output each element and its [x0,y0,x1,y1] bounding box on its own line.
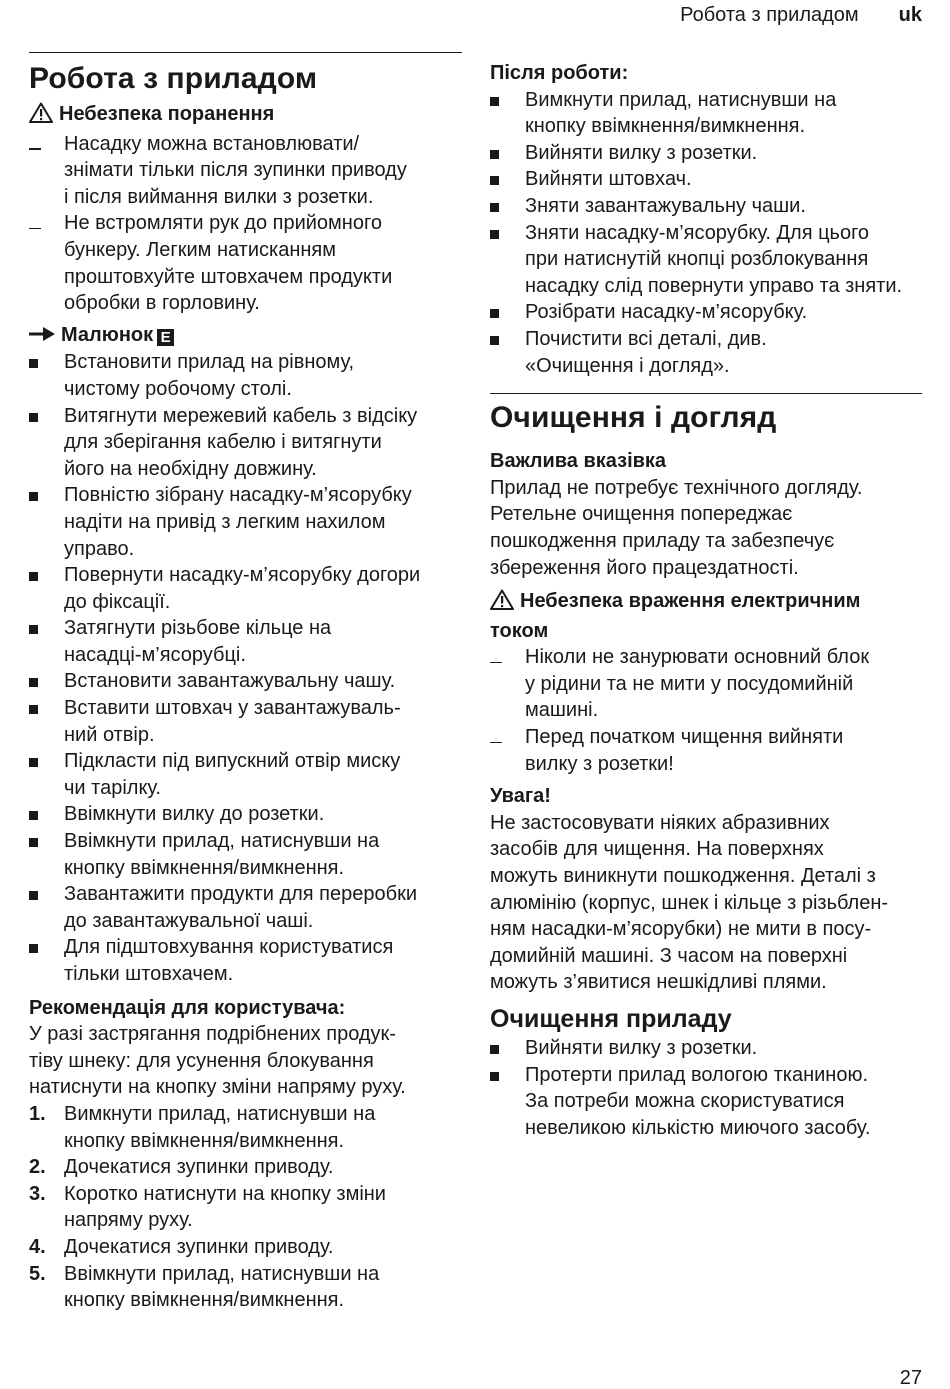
dash-marker [490,742,502,744]
text-line: засобів для чищення. На поверхнях [490,838,824,861]
text-line: Завантажити продукти для переробки [64,883,417,906]
text-line: Прилад не потребує технічного догляду. [490,476,863,499]
square-bullet-icon [29,838,38,847]
text-line: Коротко натиснути на кнопку зміни [64,1182,386,1205]
text-line: Встановити завантажувальну чашу. [64,670,396,693]
list-item [29,668,462,695]
list-item [490,1035,922,1062]
dash-marker [490,662,502,664]
text-line: Вийняти вилку з розетки. [525,1037,758,1059]
square-bullet-icon [29,572,38,581]
list-item [490,140,922,167]
list-item [490,87,922,140]
text-line: тільки штовхачем. [64,963,234,985]
section-title: Робота з приладом [29,62,318,95]
text-line: вилку з розетки! [525,752,674,775]
text-line: у рідини та не мити у посудомийній [525,672,854,695]
list-item [29,828,462,881]
text-line: домийній машині. З часом на поверхні [490,944,848,967]
page-number: 27 [899,1367,922,1389]
square-bullet-icon [29,359,38,368]
text-line: Вийняти вилку з розетки. [525,141,758,164]
text-line: Не встромляти рук до прийомного [64,212,382,235]
text-line: Небезпека враження електричним [520,590,861,613]
left-column [29,52,462,1314]
important-title: Важлива вказівка [490,450,667,473]
warning-heading [29,101,462,131]
cleaning-list [490,1035,922,1141]
recommendation-text [29,1021,462,1101]
text-line: Затягнути різьбове кільце на [64,617,332,640]
list-item [29,881,462,934]
square-bullet-icon [490,176,499,185]
step-number: 3. [29,1182,46,1205]
text-line: Для підштовхування користуватися [64,936,394,959]
after-work-title: Після роботи: [490,62,629,84]
dash-marker [29,148,41,150]
step-number: 2. [29,1156,46,1179]
list-item [29,695,462,748]
numbered-item [29,1261,462,1314]
square-bullet-icon [490,1045,499,1054]
square-bullet-icon [29,944,38,953]
square-bullet-icon [490,150,499,159]
text-line: Ретельне очищення попереджає [490,503,793,526]
list-item [29,562,462,615]
header-language-code: uk [898,4,922,26]
square-bullet-icon [490,97,499,106]
figure-label: Малюнок [61,323,154,346]
warning-item [29,131,462,211]
text-line: насадці-м’ясорубці. [64,643,246,666]
text-line: пошкодження приладу та забезпечує [490,529,835,552]
text-line: невеликою кількістю миючого засобу. [525,1116,871,1139]
text-line: Дочекатися зупинки приводу. [64,1156,334,1179]
warning-triangle-icon [29,102,53,131]
arrow-right-icon [29,323,55,350]
important-text [490,475,922,581]
dash-marker [29,228,41,230]
text-line: напряму руху. [64,1209,193,1232]
text-line: для зберігання кабелю і витягнути [64,431,382,454]
list-item [29,403,462,483]
list-item [490,326,922,379]
text-line: «Очищення і догляд». [525,354,730,377]
warning-item [490,644,922,724]
text-line: Зняти насадку-м’ясорубку. Для цього [525,221,870,244]
warning-list [29,131,462,317]
text-line: Ввімкнути вилку до розетки. [64,803,325,826]
text-line: ням насадки-м’ясорубки) не мити в посу- [490,918,872,941]
text-line: кнопку ввімкнення/вимкнення. [64,856,345,879]
list-item [490,1062,922,1142]
list-item [29,801,462,828]
square-bullet-icon [490,1072,499,1081]
text-line: Перед початком чищення вийняти [525,726,844,749]
warning-item [29,210,462,316]
numbered-item [29,1181,462,1234]
text-line: Протерти прилад вологою тканиною. [525,1063,869,1086]
section-rule [490,393,922,394]
text-line: Насадку можна встановлювати/ [64,132,360,155]
numbered-item [29,1101,462,1154]
section-rule [29,52,462,53]
list-item [29,934,462,987]
text-line: машині. [525,699,599,722]
text-line: Почистити всі деталі, див. [525,327,767,350]
square-bullet-icon [29,492,38,501]
cleaning-subtitle: Очищення приладу [490,1005,732,1033]
list-item [490,220,922,300]
text-line: алюмінію (корпус, шнек і кільце з різьблен- [490,891,889,914]
recommendation-title: Рекомендація для користувача: [29,996,346,1019]
header-section-title: Робота з приладом [680,4,859,26]
text-line: проштовхуйте штовхачем продукти [64,265,393,288]
warning-title: Небезпека поранення [59,103,275,125]
text-line: бункеру. Легким натисканням [64,238,336,261]
shock-warning-heading [490,588,922,644]
steps-list [29,349,462,987]
step-number: 4. [29,1235,46,1258]
text-line: тіву шнеку: для усунення блокування [29,1049,374,1072]
text-line: його на необхідну довжину. [64,457,317,480]
text-line: Ніколи не занурювати основний блок [525,646,870,669]
text-line: Зняти завантажувальну чаши. [525,194,806,217]
square-bullet-icon [29,891,38,900]
text-line: кнопку ввімкнення/вимкнення. [64,1289,345,1312]
text-line: Вимкнути прилад, натиснувши на [64,1102,376,1125]
text-line: Витягнути мережевий кабель з відсіку [64,404,418,427]
text-line: чи тарілку. [64,776,161,799]
text-line: кнопку ввімкнення/вимкнення. [525,115,806,138]
square-bullet-icon [29,678,38,687]
text-line: Повернути насадку-м’ясорубку догори [64,564,421,587]
figure-reference [29,322,462,350]
text-line: Ввімкнути прилад, натиснувши на [64,830,380,853]
warning-item [490,724,922,777]
list-item [490,299,922,326]
square-bullet-icon [29,811,38,820]
list-item [490,193,922,220]
square-bullet-icon [490,309,499,318]
text-line: У разі застрягання подрібнених продук- [29,1023,396,1046]
shock-warning-list [490,644,922,777]
list-item [490,166,922,193]
text-line: током [490,619,549,642]
text-line: За потреби можна скористуватися [525,1090,845,1113]
list-item [29,482,462,562]
warning-triangle-icon [490,589,514,618]
after-work-list [490,87,922,380]
text-line: і після виймання вилки з розетки. [64,185,374,208]
caution-text [490,810,922,996]
list-item [29,748,462,801]
text-line: Вимкнути прилад, натиснувши на [525,88,837,111]
text-line: до фіксації. [64,590,171,613]
caution-title: Увага! [490,785,551,808]
numbered-steps [29,1101,462,1314]
text-line: обробки в горловину. [64,292,260,315]
text-line: збереження його працездатності. [490,556,799,579]
step-number: 1. [29,1102,46,1125]
text-line: ний отвір. [64,723,155,746]
square-bullet-icon [29,413,38,422]
text-line: управо. [64,537,135,560]
text-line: Вийняти штовхач. [525,168,692,191]
care-section-title: Очищення і догляд [490,401,777,435]
square-bullet-icon [490,336,499,345]
figure-letter-badge: E [157,329,174,346]
text-line: Повністю зібрану насадку-м’ясорубку [64,484,412,507]
text-line: Розібрати насадку-м’ясорубку. [525,301,808,324]
text-line: Встановити прилад на рівному, [64,351,355,374]
text-line: при натиснутій кнопці розблокування [525,248,869,271]
text-line: Ввімкнути прилад, натиснувши на [64,1262,380,1285]
numbered-item [29,1234,462,1261]
text-line: Дочекатися зупинки приводу. [64,1235,334,1258]
step-number: 5. [29,1262,46,1285]
right-column [490,60,922,1141]
square-bullet-icon [29,705,38,714]
text-line: можуть виникнути пошкодження. Деталі з [490,865,876,888]
text-line: Вставити штовхач у завантажуваль- [64,697,401,720]
text-line: надіти на привід з легким нахилом [64,510,386,533]
text-line: чистому робочому столі. [64,377,292,400]
square-bullet-icon [490,230,499,239]
text-line: насадку слід повернути управо та зняти. [525,274,903,297]
text-line: натиснути на кнопку зміни напряму руху. [29,1076,406,1099]
text-line: до завантажувальної чаші. [64,909,314,932]
text-line: кнопку ввімкнення/вимкнення. [64,1129,345,1152]
list-item [29,349,462,402]
text-line: Не застосовувати ніяких абразивних [490,811,830,834]
square-bullet-icon [29,758,38,767]
text-line: можуть з’явитися нешкідливі плями. [490,971,827,994]
square-bullet-icon [490,203,499,212]
square-bullet-icon [29,625,38,634]
list-item [29,615,462,668]
text-line: Підкласти під випускний отвір миску [64,750,401,773]
numbered-item [29,1154,462,1181]
text-line: знімати тільки після зупинки приводу [64,159,407,182]
running-header [680,2,922,28]
